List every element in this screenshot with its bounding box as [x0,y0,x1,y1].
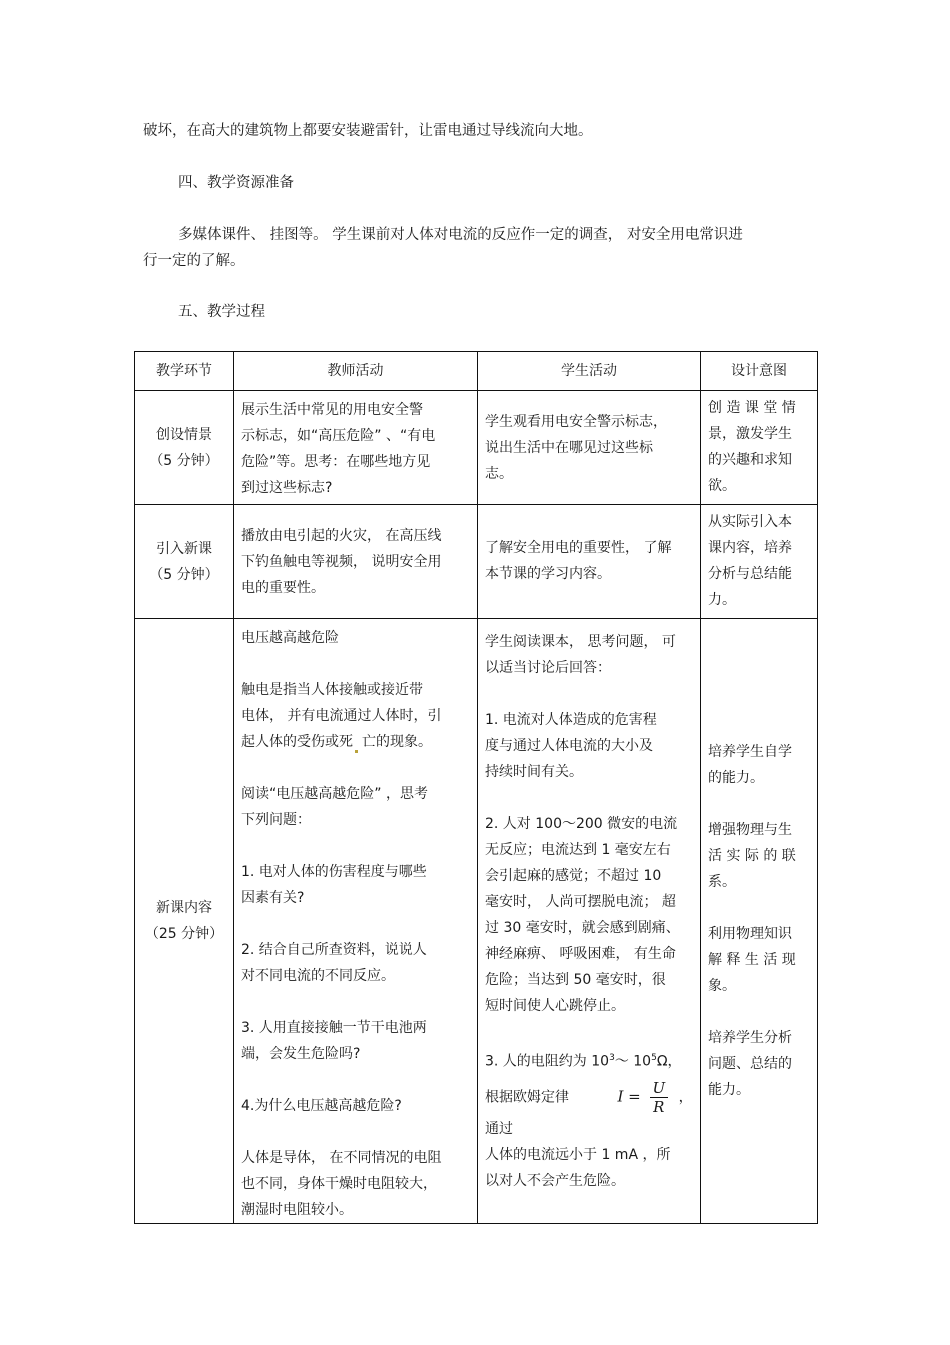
teacher-topic-title: 电压越高越危险 [241,630,339,646]
teacher-question-4: 4.为什么电压越高越危险? [241,1098,402,1114]
design-intent-4: 培养学生分析 问题、总结的 能力。 [708,1030,792,1098]
teacher-activity: 播放由电引起的火灾， 在高压线 下钓鱼触电等视频， 说明安全用 电的重要性。 [241,528,442,596]
student-activity: 了解安全用电的重要性， 了解 本节课的学习内容。 [485,540,672,582]
stage-label: 引入新课 （5 分钟） [149,540,219,583]
section-heading-resources: 四、教学资源准备 [178,175,294,191]
ohms-law-line: 根据欧姆定律 I = $\frac{U}{R}$ ，通过 [485,1078,693,1137]
paragraph-resources-line1: 多媒体课件、 挂图等。 学生课前对人体对电流的反应作一定的调查， 对安全用电常识进 [178,227,743,243]
mark-dot [355,750,358,753]
header-design-intent: 设计意图 [701,352,818,391]
ohms-law-formula: I = $\frac{U}{R}$ [617,1079,668,1116]
teacher-reading-prompt: 阅读“电压越高越危险” ，思考 下列问题： [241,786,428,828]
stage-label: 新课内容 （25 分钟） [144,900,224,942]
teacher-explanation: 人体是导体， 在不同情况的电阻 也不同，身体干燥时电阻较大， 潮湿时电阻较小。 [241,1150,442,1218]
table-row [135,619,818,1224]
teaching-process-table [134,351,818,1224]
teacher-question-3: 3. 人用直接接触一节干电池两 端，会发生危险吗? [241,1020,427,1062]
header-stage: 教学环节 [135,352,234,391]
student-activity: 学生观看用电安全警示标志， 说出生活中在哪见过这些标 志。 [485,414,667,482]
paragraph-lightning: 破坏，在高大的建筑物上都要安装避雷针，让雷电通过导线流向大地。 [143,123,593,139]
table-row [135,505,818,619]
paragraph-resources-line2: 行一定的了解。 [143,253,245,269]
student-reading: 学生阅读课本， 思考问题， 可 以适当讨论后回答： [485,634,676,676]
section-heading-process: 五、教学过程 [178,304,265,320]
student-answer-1: 1. 电流对人体造成的危害程 度与通过人体电流的大小及 持续时间有关。 [485,712,657,780]
teacher-question-2: 2. 结合自己所查资料，说说人 对不同电流的不同反应。 [241,942,427,984]
design-intent-2: 增强物理与生 活 实 际 的 联 系。 [708,822,796,890]
table-row [135,391,818,505]
teacher-activity: 展示生活中常见的用电安全警 示标志，如“高压危险” 、“有电 危险”等。思考：在哪些地方见 到过这些标志? [241,402,436,496]
teacher-definition: 触电是指当人体接触或接近带 电体， 并有电流通过人体时，引 起人体的受伤或死 亡的现象。 [241,677,470,755]
header-teacher-activity: 教师活动 [234,352,478,391]
student-answer-2: 2. 人对 100～200 微安的电流 无反应；电流达到 1 毫安左右 会引起麻的感觉；不超过 10 毫安时， 人尚可摆脱电流； 超 过 30 毫安时，就会感到剧痛、 神经麻痹、 呼吸困难， 有生命 危险；当达到 50 毫安时，很 短时间使人心跳停止。 [485,816,680,1014]
design-intent-1: 培养学生自学 的能力。 [708,744,792,786]
design-intent: 创 造 课 堂 情 景，激发学生 的兴趣和求知 欲。 [708,400,796,494]
header-student-activity: 学生活动 [478,352,701,391]
table-header-row [135,352,818,391]
design-intent: 从实际引入本 课内容，培养 分析与总结能 力。 [708,514,792,608]
student-answer-3: 3. 人的电阻约为 $10^3\sim$ $10^5\Omega$， [485,1053,682,1070]
teacher-question-1: 1. 电对人体的伤害程度与哪些 因素有关? [241,864,427,906]
design-intent-3: 利用物理知识 解 释 生 活 现 象。 [708,926,796,994]
stage-label: 创设情景 （5 分钟） [149,426,219,469]
student-answer-3-conclusion: 人体的电流远小于 1 mA ，所 以对人不会产生危险。 [485,1146,671,1189]
